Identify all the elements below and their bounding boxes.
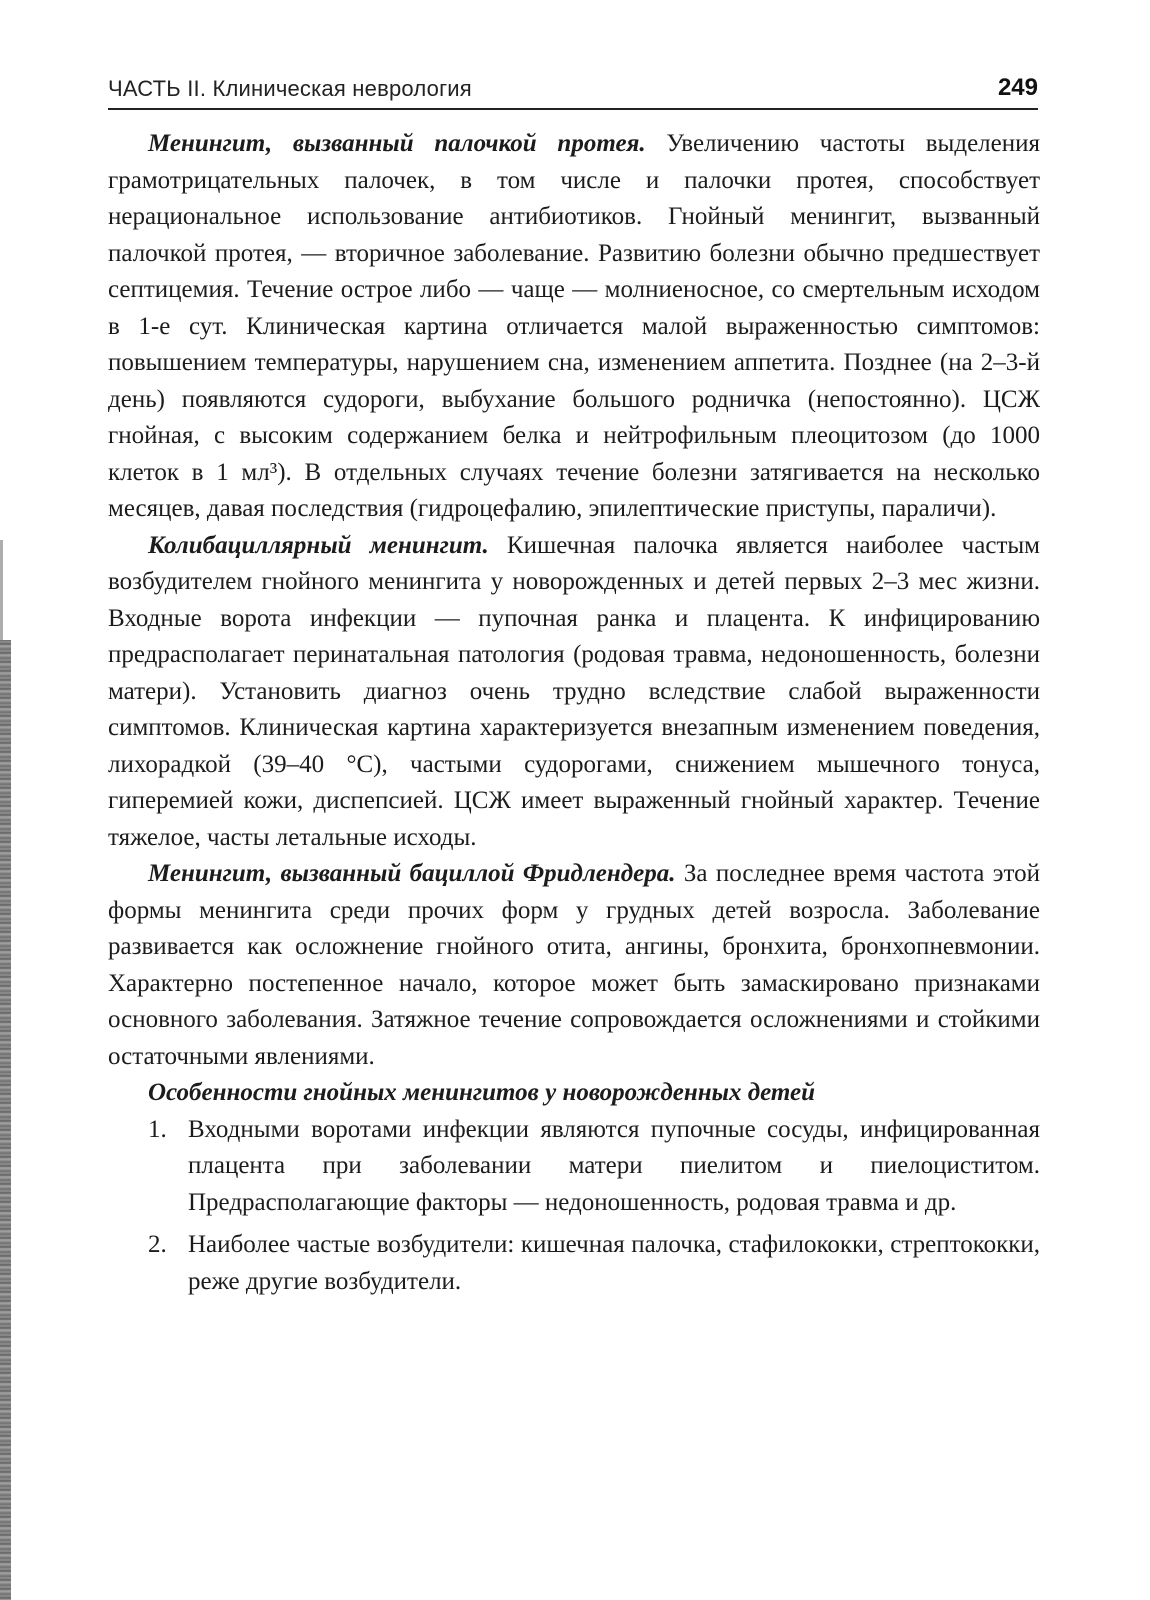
paragraph-text: За последнее время частота этой формы менингита среди прочих форм у грудных детей возросла. Заболевание развивается как осложнение гнойного отита, ангины, бронхита, бронхопневмонии. Характерно постепенное начало, которое может быть замаскировано признаками основного заболевания. Затяжное течение сопровождается осложнениями и стойкими остаточными явлениями.	[108, 860, 1040, 1070]
scan-binding-edge-top	[0, 540, 3, 640]
list-item-number: 2.	[148, 1231, 167, 1258]
list-item-text: Входными воротами инфекции являются пупочные сосуды, инфицированная плацента при заболевании матери пиелитом и пиелоциститом. Предрасполагающие факторы — недоношенность, родовая травма и др.	[188, 1115, 1040, 1216]
paragraph-proteus-meningitis	[108, 126, 1040, 528]
list-item-text: Наиболее частые возбудители: кишечная палочка, стафилококки, стрептококки, реже другие возбудители.	[188, 1231, 1040, 1295]
paragraph-lead: Менингит, вызванный палочкой протея.	[148, 130, 646, 157]
paragraph-lead: Менингит, вызванный бациллой Фридлендера.	[148, 860, 676, 887]
paragraph-colibacillary-meningitis	[108, 528, 1040, 857]
page-number: 249	[997, 74, 1038, 101]
paragraph-friedlander-meningitis	[108, 856, 1040, 1075]
numbered-list	[108, 1112, 1040, 1301]
list-item	[108, 1227, 1040, 1300]
running-header-title: ЧАСТЬ II. Клиническая неврология	[108, 76, 472, 101]
paragraph-text: Увеличению частоты выделения грамотрицательных палочек, в том числе и палочки протея, способствует нерациональное использование антибиотиков. Гнойный менингит, вызванный палочкой протея, — вторичное заболевание. Развитию болезни обычно предшествует септицемия. Течение острое либо — чаще — молниеносное, со смертельным исходом в 1-е сут. Клиническая картина отличается малой выраженностью симптомов: повышением температуры, нарушением сна, изменением аппетита. Позднее (на 2–3-й день) появляются судороги, выбухание большого родничка (непостоянно). ЦСЖ гнойная, с высоким содержанием белка и нейтрофильным плеоцитозом (до 1000 клеток в 1 мл³). В отдельных случаях течение болезни затягивается на несколько месяцев, давая последствия (гидроцефалию, эпилептические приступы, параличи).	[108, 130, 1040, 522]
paragraph-lead: Колибациллярный менингит.	[148, 531, 489, 559]
scan-binding-edge	[0, 640, 11, 1600]
page-body	[108, 126, 1040, 1306]
paragraph-text: Кишечная палочка является наиболее частым возбудителем гнойного менингита у новорожденных и детей первых 2–3 мес жизни. Входные ворота инфекции — пупочная ранка и плацента. К инфицированию предрасполагает перинатальная патология (родовая травма, недоношенность, болезни матери). Установить диагноз очень трудно вследствие слабой выраженности симптомов. Клиническая картина характеризуется внезапным изменением поведения, лихорадкой (39–40 °С), частыми судорогами, снижением мышечного тонуса, гиперемией кожи, диспепсией. ЦСЖ имеет выраженный гнойный характер. Течение тяжелое, часты летальные исходы.	[108, 531, 1040, 851]
section-heading: Особенности гнойных менингитов у новорожденных детей	[148, 1079, 815, 1106]
list-item	[108, 1112, 1040, 1222]
list-item-number: 1.	[148, 1115, 167, 1143]
running-header	[108, 74, 1038, 110]
